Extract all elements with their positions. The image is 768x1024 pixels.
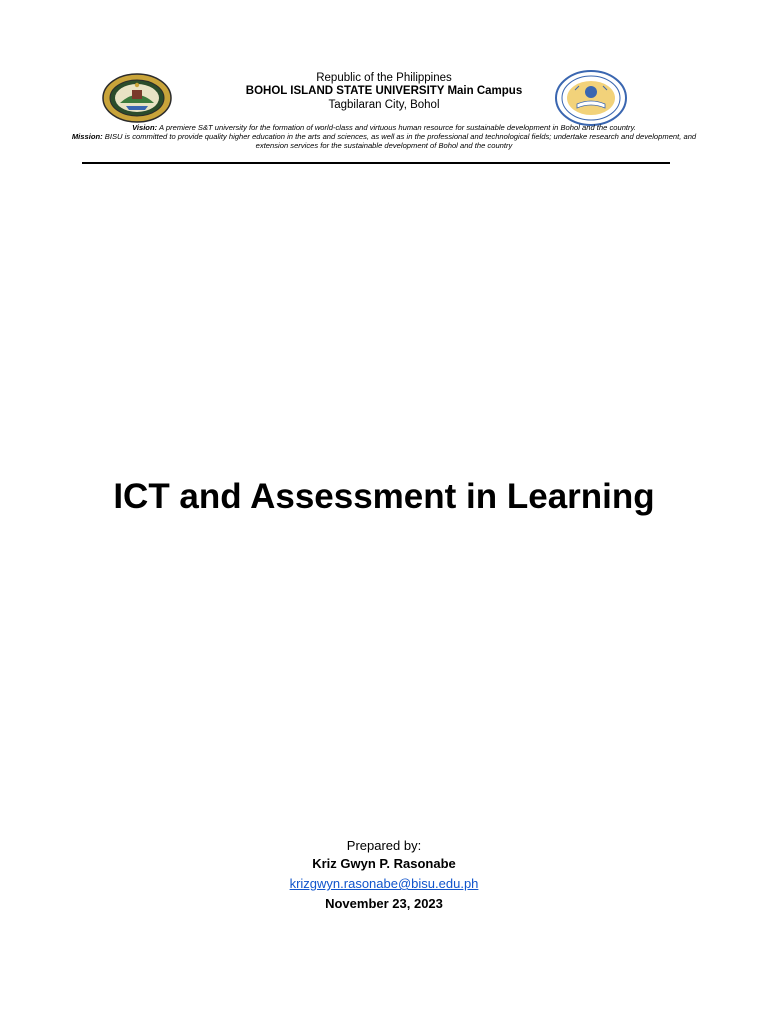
- header-divider: [82, 162, 670, 164]
- vision-statement: [70, 123, 698, 132]
- vision-text: A premiere S&T university for the formation of world-class and virtuous human resource for sustainable development in Bohol and the country.: [157, 123, 636, 132]
- mission-text: BISU is committed to provide quality higher education in the arts and sciences, as well as in the professional and technological fields; undertake research and development, and extension services for the sustainable development of Bohol and the country: [102, 132, 697, 151]
- university-location: Tagbilaran City, Bohol: [328, 99, 440, 111]
- document-date: November 23, 2023: [325, 896, 443, 911]
- mission-statement: [70, 132, 698, 151]
- prepared-by-label: Prepared by:: [346, 838, 422, 853]
- university-name: BOHOL ISLAND STATE UNIVERSITY Main Campus: [245, 85, 523, 97]
- mission-label: Mission:: [71, 132, 103, 141]
- republic-line: Republic of the Philippines: [316, 72, 452, 84]
- author-email-link[interactable]: krizgwyn.rasonabe@bisu.edu.ph: [289, 876, 479, 891]
- vision-label: Vision:: [132, 123, 158, 132]
- document-title: ICT and Assessment in Learning: [113, 477, 655, 516]
- author-name: Kriz Gwyn P. Rasonabe: [312, 856, 456, 871]
- letterhead: [0, 0, 768, 170]
